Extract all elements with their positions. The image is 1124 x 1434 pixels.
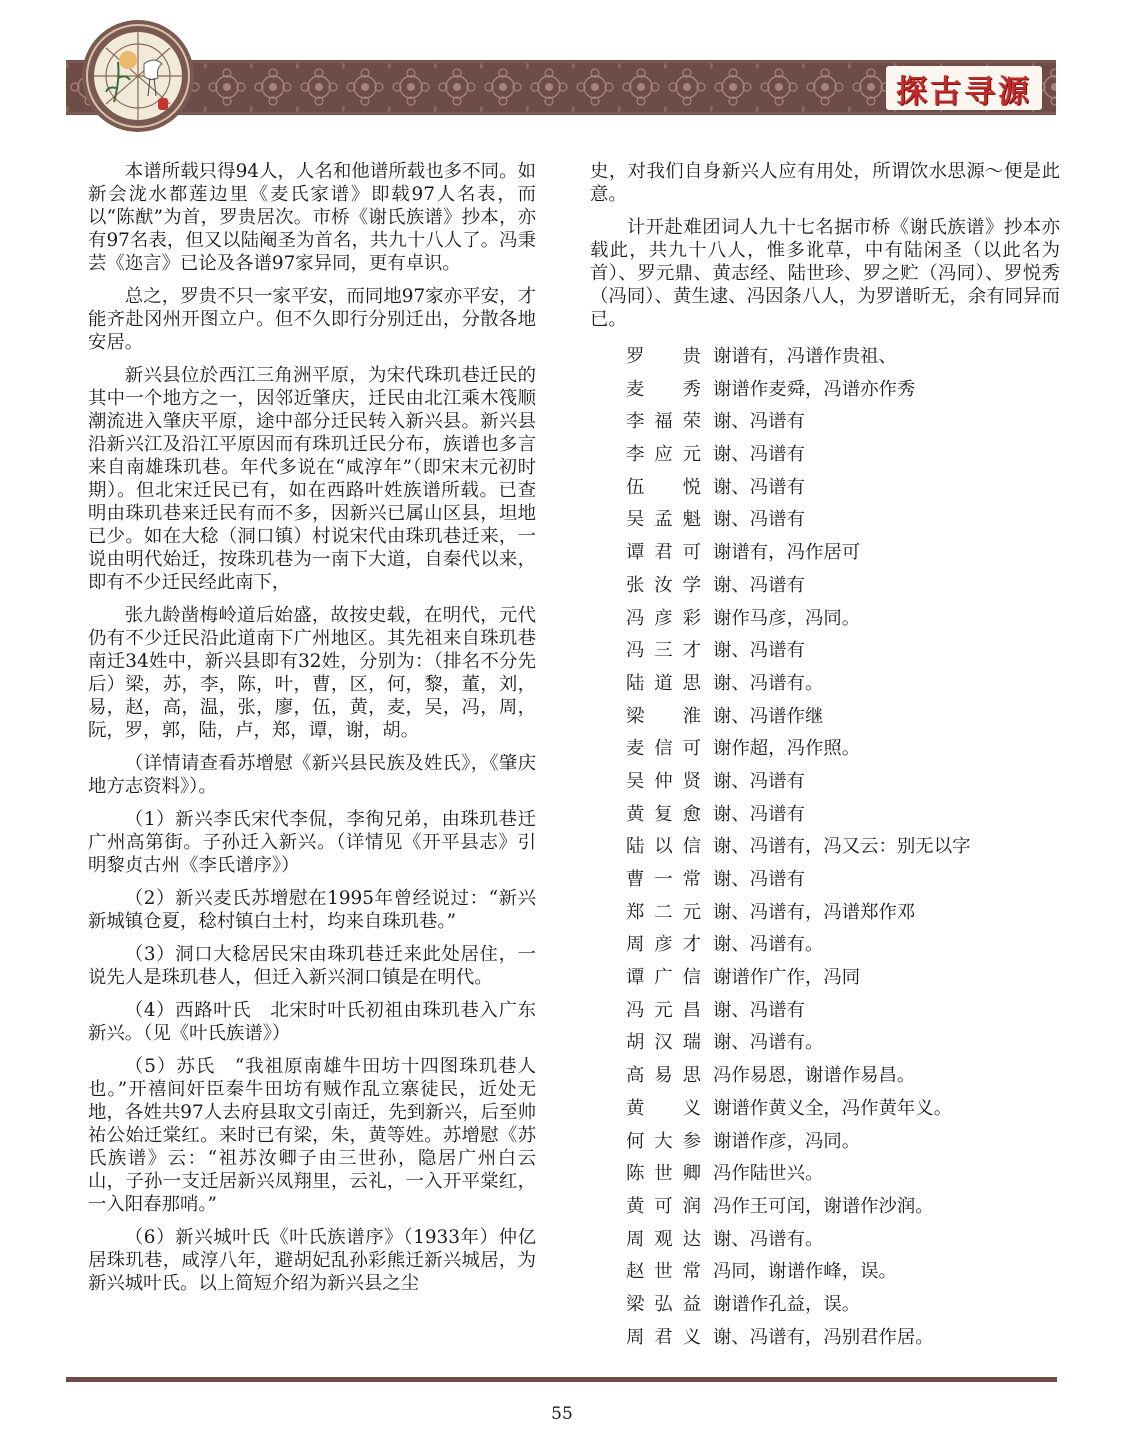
- person-name: 周君义: [626, 1326, 701, 1348]
- person-name: 周观达: [626, 1228, 701, 1250]
- person-name: 冯元昌: [626, 999, 701, 1021]
- name-list-item: [590, 635, 1060, 668]
- name-list-item: [590, 1158, 1060, 1191]
- name-list-item: [590, 1322, 1060, 1355]
- person-name: 梁淮: [626, 705, 701, 727]
- name-list-item: [590, 1289, 1060, 1322]
- section-title: 探古寻源: [886, 66, 1042, 110]
- name-list-item: [590, 374, 1060, 407]
- paragraph-continued: 史，对我们自身新兴人应有用处，所谓饮水思源～便是此意。: [590, 161, 1060, 205]
- name-list-item: [590, 831, 1060, 864]
- person-name: 胡汉瑞: [626, 1032, 701, 1054]
- person-name: 麦秀: [626, 378, 701, 400]
- name-note: 谢、冯谱有，冯谱郑作邓: [713, 901, 916, 923]
- paragraph: （4）西路叶氏 北宋时叶氏初祖由珠玑巷入广东新兴。（见《叶氏族谱》）: [88, 1000, 536, 1044]
- name-note: 谢、冯谱有，冯又云：别无以字: [713, 836, 971, 858]
- person-name: 麦信可: [626, 738, 701, 760]
- name-list-item: [590, 472, 1060, 505]
- paragraph: （1）新兴李氏宋代李侃，李徇兄弟，由珠玑巷迁广州高第街。子孙迁入新兴。（详情见《开平县志》引明黎贞古州《李氏谱序》）: [88, 809, 536, 876]
- name-list-item: [590, 504, 1060, 537]
- paragraph: （详情请查看苏增慰《新兴县民族及姓氏》，《肇庆地方志资料》）。: [88, 753, 536, 797]
- name-note: 谢、冯谱有。: [713, 1228, 824, 1250]
- name-list-item: [590, 1126, 1060, 1159]
- name-note: 谢、冯谱有，冯别君作居。: [713, 1326, 934, 1348]
- name-list: [590, 341, 1060, 1354]
- person-name: 何大参: [626, 1130, 701, 1152]
- name-note: 谢、冯谱有: [713, 770, 805, 792]
- paragraph: 张九龄凿梅岭道后始盛，故按史载，在明代，元代仍有不少迁民沿此道南下广州地区。其先祖来自珠玑巷南迁34姓中，新兴县即有32姓，分别为：（排名不分先后）梁，苏，李，陈，叶，曹，区，何，黎，董，刘，易，赵，高，温，张，廖，伍，黄，麦，吴，冯，周，阮，罗，郭，陆，卢，郑，谭，谢，胡。: [88, 605, 536, 741]
- name-note: 谢、冯谱有: [713, 509, 805, 531]
- name-note: 谢、冯谱有。: [713, 934, 824, 956]
- name-note: 谢谱作彦，冯同。: [713, 1130, 861, 1152]
- person-name: 陈世卿: [626, 1163, 701, 1185]
- name-note: 冯作陆世兴。: [713, 1163, 824, 1185]
- name-note: 谢谱作广作，冯同: [713, 967, 861, 989]
- name-list-item: [590, 897, 1060, 930]
- name-note: 谢谱有，冯谱作贵祖、: [713, 346, 897, 367]
- name-list-item: [590, 1256, 1060, 1289]
- name-note: 冯作易恩，谢谱作易昌。: [713, 1065, 916, 1087]
- name-list-item: [590, 570, 1060, 603]
- paragraph: 总之，罗贵不只一家平安，而同地97家亦平安，才能齐赴冈州开图立户。但不久即行分别迁出，分散各地安居。: [88, 286, 536, 353]
- name-list-item: [590, 766, 1060, 799]
- footer-rule: [66, 1377, 1057, 1382]
- name-note: 谢谱有，冯作居可: [713, 542, 861, 564]
- name-note: 谢、冯谱作继: [713, 705, 824, 727]
- person-name: 张汝学: [626, 574, 701, 596]
- name-list-item: [590, 1060, 1060, 1093]
- name-note: 谢、冯谱有。: [713, 1032, 824, 1054]
- person-name: 陆道思: [626, 672, 701, 694]
- name-note: 谢谱作麦舜，冯谱亦作秀: [713, 378, 916, 400]
- person-name: 梁弘益: [626, 1293, 701, 1315]
- left-column: [88, 160, 536, 1305]
- person-name: 李福荣: [626, 411, 701, 433]
- name-note: 谢、冯谱有: [713, 444, 805, 466]
- name-list-item: [590, 341, 1060, 374]
- person-name: 谭君可: [626, 542, 701, 564]
- name-note: 谢作马彦，冯同。: [713, 607, 861, 629]
- person-name: 黄可润: [626, 1195, 701, 1217]
- name-list-item: [590, 701, 1060, 734]
- name-list-item: [590, 733, 1060, 766]
- name-note: 谢、冯谱有: [713, 411, 805, 433]
- name-note: 谢、冯谱有: [713, 476, 805, 498]
- person-name: 谭广信: [626, 967, 701, 989]
- name-note: 冯作王可闰，谢谱作沙润。: [713, 1195, 934, 1217]
- person-name: 黄义: [626, 1097, 701, 1119]
- person-name: 吴孟魁: [626, 509, 701, 531]
- person-name: 罗贵: [626, 346, 701, 367]
- name-list-item: [590, 603, 1060, 636]
- name-note: 谢谱作孔益，误。: [713, 1293, 861, 1315]
- name-list-item: [590, 962, 1060, 995]
- person-name: 高易思: [626, 1065, 701, 1087]
- person-name: 冯三才: [626, 640, 701, 662]
- name-note: 谢、冯谱有: [713, 640, 805, 662]
- paragraph: 新兴县位於西江三角洲平原，为宋代珠玑巷迁民的其中一个地方之一，因邻近肇庆，迁民由北江乘木筏顺潮流进入肇庆平原，途中部分迁民转入新兴县。新兴县沿新兴江及沿江平原因而有珠玑迁民分布，族谱也多言来自南雄珠玑巷。年代多说在“咸淳年”（即宋末元初时期）。但北宋迁民已有，如在西路叶姓族谱所载。已查明由珠玑巷来迁民有而不多，因新兴已属山区县，坦地已少。如在大稔（洞口镇）村说宋代由珠玑巷迁来，一说由明代始迁，按珠玑巷为一南下大道，自秦代以来，即有不少迁民经此南下，: [88, 365, 536, 593]
- name-note: 冯同，谢谱作峰，误。: [713, 1261, 897, 1283]
- name-list-item: [590, 799, 1060, 832]
- paragraph: （6）新兴城叶氏《叶氏族谱序》（1933年）仲亿居珠玑巷，咸淳八年，避胡妃乱孙彩熊迁新兴城居，为新兴城叶氏。以上简短介绍为新兴县之尘: [88, 1227, 536, 1294]
- person-name: 曹一常: [626, 869, 701, 890]
- paragraph: （3）洞口大稔居民宋由珠玑巷迁来此处居住，一说先人是珠玑巷人，但迁入新兴洞口镇是在明代。: [88, 944, 536, 988]
- paragraph: （2）新兴麦氏苏增慰在1995年曾经说过：“新兴新城镇仓夏，稔村镇白土村，均来自珠玑巷。”: [88, 888, 536, 932]
- person-name: 黄复愈: [626, 803, 701, 825]
- name-note: 谢、冯谱有: [713, 803, 805, 825]
- name-list-item: [590, 929, 1060, 962]
- paragraph: 计开赴难团词人九十七名据市桥《谢氏族谱》抄本亦载此，共九十八人，惟多讹草，中有陆闲圣（以此名为首）、罗元鼎、黄志经、陆世珍、罗之贮（冯同）、罗悦秀（冯同）、黄生逮、冯因条八人，为罗谱昕无，余有同异而已。: [590, 217, 1060, 330]
- round-lattice-window-crane-painting-icon: [80, 18, 196, 134]
- name-list-item: [590, 406, 1060, 439]
- name-list-item: [590, 1224, 1060, 1257]
- name-note: 谢作超，冯作照。: [713, 738, 861, 760]
- person-name: 李应元: [626, 444, 701, 466]
- paragraph: （5）苏氏 “我祖原南雄牛田坊十四图珠玑巷人也。”开禧间奸臣秦牛田坊有贼作乱立寨徒民，近处无地，各姓共97人去府县取文引南迁，先到新兴，后至帅祐公始迁棠红。来时已有梁，朱，黄等姓。苏增慰《苏氏族谱》云：“祖苏汝卿子由三世孙，隐居广州白云山，子孙一支迁居新兴凤翔里，云礼，一入开平棠红，一入阳春那哨。”: [88, 1056, 536, 1215]
- person-name: 赵世常: [626, 1261, 701, 1283]
- paragraph: 本谱所载只得94人，人名和他谱所载也多不同。如新会泷水都莲边里《麦氏家谱》即载97人名表，而以“陈猷”为首，罗贵居次。市桥《谢氏族谱》抄本，亦有97名表，但又以陆阉圣为首名，共九十八人了。冯秉芸《迩言》已论及各谱97家异同，更有卓识。: [88, 161, 536, 274]
- person-name: 郑二元: [626, 901, 701, 923]
- person-name: 吴仲贤: [626, 770, 701, 792]
- name-list-item: [590, 864, 1060, 897]
- name-list-item: [590, 1027, 1060, 1060]
- name-list-item: [590, 668, 1060, 701]
- page-number: 55: [551, 1404, 573, 1424]
- name-list-item: [590, 1093, 1060, 1126]
- name-list-item: [590, 439, 1060, 472]
- name-note: 谢、冯谱有: [713, 869, 805, 890]
- name-note: 谢、冯谱有。: [713, 672, 824, 694]
- person-name: 冯彦彩: [626, 607, 701, 629]
- name-list-item: [590, 1191, 1060, 1224]
- person-name: 周彦才: [626, 934, 701, 956]
- name-note: 谢谱作黄义全，冯作黄年义。: [713, 1097, 953, 1119]
- name-list-item: [590, 537, 1060, 570]
- name-list-item: [590, 995, 1060, 1028]
- name-note: 谢、冯谱有: [713, 574, 805, 596]
- person-name: 陆以信: [626, 836, 701, 858]
- right-column: [590, 160, 1060, 1354]
- name-note: 谢、冯谱有: [713, 999, 805, 1021]
- person-name: 伍悦: [626, 476, 701, 498]
